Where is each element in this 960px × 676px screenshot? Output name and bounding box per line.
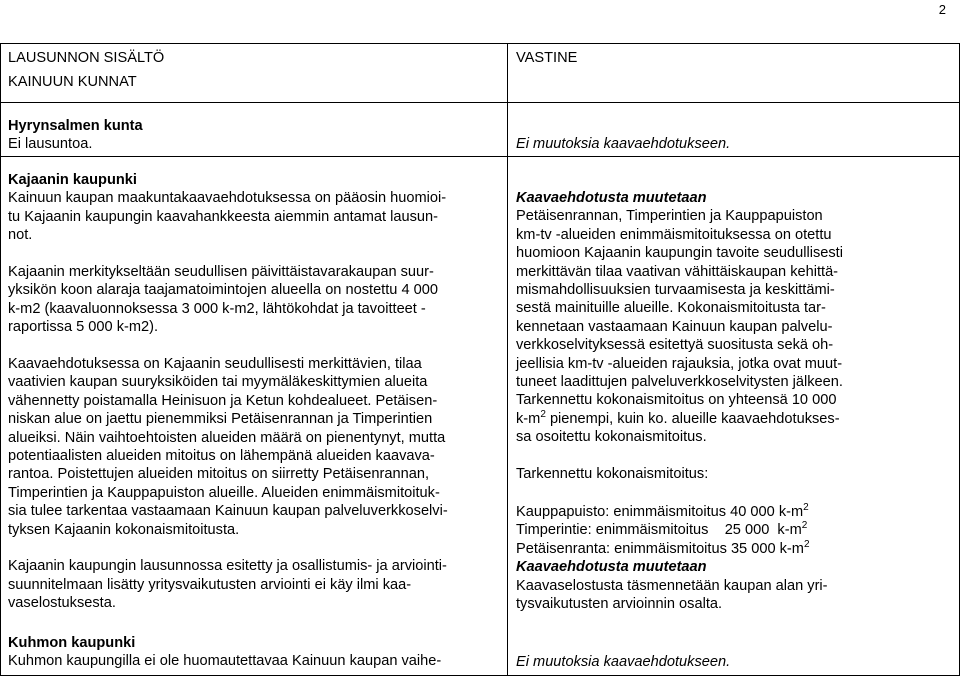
kajaani-para3-line: vähennetty poistamalla Heinisuon ja Ketun kohdealueet. Petäisen- bbox=[8, 392, 438, 409]
sizing-label: Petäisenranta: enimmäismitoitus 35 000 k-m bbox=[516, 540, 804, 557]
kajaani-para3-line: niskan alue on jaettu pienemmiksi Petäisenrannan ja Timperintien bbox=[8, 411, 433, 428]
kajaani-para1-line: Kainuun kaupan maakuntakaavaehdotuksessa on pääosin huomioi- bbox=[8, 190, 447, 207]
kajaani-para3-line: rantoa. Poistettujen alueiden mitoitus on siirretty Petäisenrannan, bbox=[8, 466, 430, 483]
header-left bbox=[8, 49, 164, 92]
kajaani-para2-line: raportissa 5 000 k-m2). bbox=[8, 319, 159, 336]
kajaani-para4-line: Kajaanin kaupungin lausunnossa esitetty ja osallistumis- ja arviointi- bbox=[8, 558, 447, 575]
hyrynsalmi-statement-cell bbox=[8, 117, 143, 154]
kajaani-response-line: merkittävän tilaa vaativan vähittäiskaupan kehittä- bbox=[516, 263, 839, 280]
sizing-superscript: 2 bbox=[801, 520, 808, 532]
kajaani-para3-line: Kaavaehdotuksessa on Kajaanin seudullisesti merkittävien, tilaa bbox=[8, 356, 422, 373]
kajaani-para3-line: sia tulee tarkentaa vastaamaan Kainuun kaupan palveluverkkoselvi- bbox=[8, 503, 448, 520]
kajaani-para2-line: Kajaanin merkitykseltään seudullisen päivittäistavarakaupan suur- bbox=[8, 264, 434, 281]
kajaani-response2-line: tysvaikutusten arvioinnin osalta. bbox=[516, 595, 723, 612]
header-bottom-rule bbox=[0, 102, 960, 103]
kajaani-para4-line: vaselostuksesta. bbox=[8, 595, 116, 612]
left-border bbox=[0, 43, 1, 676]
sizing-item-kauppapuisto bbox=[516, 503, 843, 521]
line-rest: pienempi, kuin ko. alueille kaavaehdotukses- bbox=[545, 410, 840, 427]
kajaani-response-heading: Kaavaehdotusta muutetaan bbox=[516, 190, 707, 206]
kuhmo-response-cell bbox=[516, 653, 730, 671]
kajaani-response-line: tuneet laadittujen palveluverkkoselvitysten jälkeen. bbox=[516, 374, 843, 391]
kuhmo-statement: Kuhmon kaupungilla ei ole huomautettavaa Kainuun kaupan vaihe- bbox=[8, 653, 442, 670]
kuhmo-response: Ei muutoksia kaavaehdotukseen. bbox=[516, 654, 731, 670]
sizing-superscript: 2 bbox=[803, 501, 809, 513]
sizing-superscript: 2 bbox=[803, 538, 810, 550]
statement-table bbox=[0, 43, 960, 676]
kajaani-para3-line: tyksen Kajaanin kokonaismitoitusta. bbox=[8, 521, 240, 538]
table-top-rule bbox=[0, 43, 960, 44]
header-right-title: VASTINE bbox=[516, 50, 578, 66]
unit-superscript: 2 bbox=[540, 408, 546, 420]
kajaani-para3-line: alueiksi. Näin vaihtoehtoisten alueiden määrä on pienentynyt, mutta bbox=[8, 429, 446, 446]
kajaani-response-line: Tarkennettu kokonaismitoitus on yhteensä 10 000 bbox=[516, 392, 837, 409]
kajaani-para1-line: not. bbox=[8, 227, 33, 244]
kajaani-statement-cell bbox=[8, 171, 448, 613]
hyrynsalmi-statement: Ei lausuntoa. bbox=[8, 136, 93, 153]
sizing-label: Timperintie: enimmäismitoitus 25 000 k-m bbox=[516, 522, 802, 539]
kajaani-response2-heading: Kaavaehdotusta muutetaan bbox=[516, 559, 707, 576]
kajaani-response-line: sa osoitettu kokonaismitoitus. bbox=[516, 429, 707, 446]
kajaani-para2-line: yksikön koon alaraja taajamatoimintojen alueella on nostettu 4 000 bbox=[8, 282, 438, 299]
unit-text: k-m bbox=[516, 410, 541, 427]
kajaani-para2-line: k-m2 (kaavaluonnoksessa 3 000 k-m2, lähtökohdat ja tavoitteet - bbox=[8, 300, 426, 317]
hyrynsalmi-response: Ei muutoksia kaavaehdotukseen. bbox=[516, 136, 731, 152]
kajaani-response-line: kennetaan vastaamaan Kainuun kaupan palvelu- bbox=[516, 318, 833, 335]
row-rule-hyrynsalmi bbox=[0, 156, 960, 157]
hyrynsalmi-name: Hyrynsalmen kunta bbox=[8, 118, 143, 134]
kuhmo-name: Kuhmon kaupunki bbox=[8, 635, 136, 651]
kajaani-response-line: km-tv -alueiden enimmäismitoituksessa on otettu bbox=[516, 226, 832, 243]
kajaani-response-line-sup bbox=[516, 410, 843, 428]
kajaani-name: Kajaanin kaupunki bbox=[8, 172, 137, 188]
page-number: 2 bbox=[938, 2, 946, 17]
sizing-item-petaisenranta bbox=[516, 540, 843, 558]
header-left-title: LAUSUNNON SISÄLTÖ bbox=[8, 50, 165, 66]
kajaani-para3-line: vaativien kaupan suuryksiköiden tai myymäläkeskittymien alueita bbox=[8, 374, 428, 391]
kajaani-response-cell bbox=[516, 189, 843, 613]
header-right bbox=[516, 49, 577, 67]
hyrynsalmi-response-cell bbox=[516, 135, 730, 153]
sizing-heading: Tarkennettu kokonaismitoitus: bbox=[516, 466, 709, 483]
kajaani-para4-line: suunnitelmaan lisätty yritysvaikutusten arviointi ei käy ilmi kaa- bbox=[8, 576, 412, 593]
kajaani-response-line: Petäisenrannan, Timperintien ja Kauppapuiston bbox=[516, 208, 823, 225]
kajaani-response2-line: Kaavaselostusta täsmennetään kaupan alan yri- bbox=[516, 577, 828, 594]
kajaani-para1-line: tu Kajaanin kaupungin kaavahankkeesta aiemmin antamat lausun- bbox=[8, 208, 438, 225]
kajaani-response-line: sestä mainituille alueille. Kokonaismitoitusta tar- bbox=[516, 300, 826, 317]
sizing-label: Kauppapuisto: enimmäismitoitus 40 000 k-m bbox=[516, 503, 804, 520]
kajaani-para3-line: potentiaalisten alueiden mitoitus on lähempänä alueiden kaavava- bbox=[8, 448, 435, 465]
kajaani-response-line: huomioon Kajaanin kaupungin tavoite seudullisesti bbox=[516, 245, 843, 262]
kajaani-response-line: mismahdollisuuksien turvaamisesta ja keskittämi- bbox=[516, 282, 835, 299]
kajaani-response-line: verkkoselvityksessä esitettyä suositusta sekä oh- bbox=[516, 337, 834, 354]
sizing-item-timperintie bbox=[516, 521, 843, 539]
column-divider bbox=[507, 43, 508, 676]
header-left-subtitle: KAINUUN KUNNAT bbox=[8, 74, 137, 91]
kuhmo-statement-cell bbox=[8, 634, 441, 671]
kajaani-para3-line: Timperintien ja Kauppapuiston alueille. Alueiden enimmäismitoituk- bbox=[8, 484, 440, 501]
kajaani-response-line: jeellisia km-tv -alueiden rajauksia, jotka ovat muut- bbox=[516, 355, 843, 372]
